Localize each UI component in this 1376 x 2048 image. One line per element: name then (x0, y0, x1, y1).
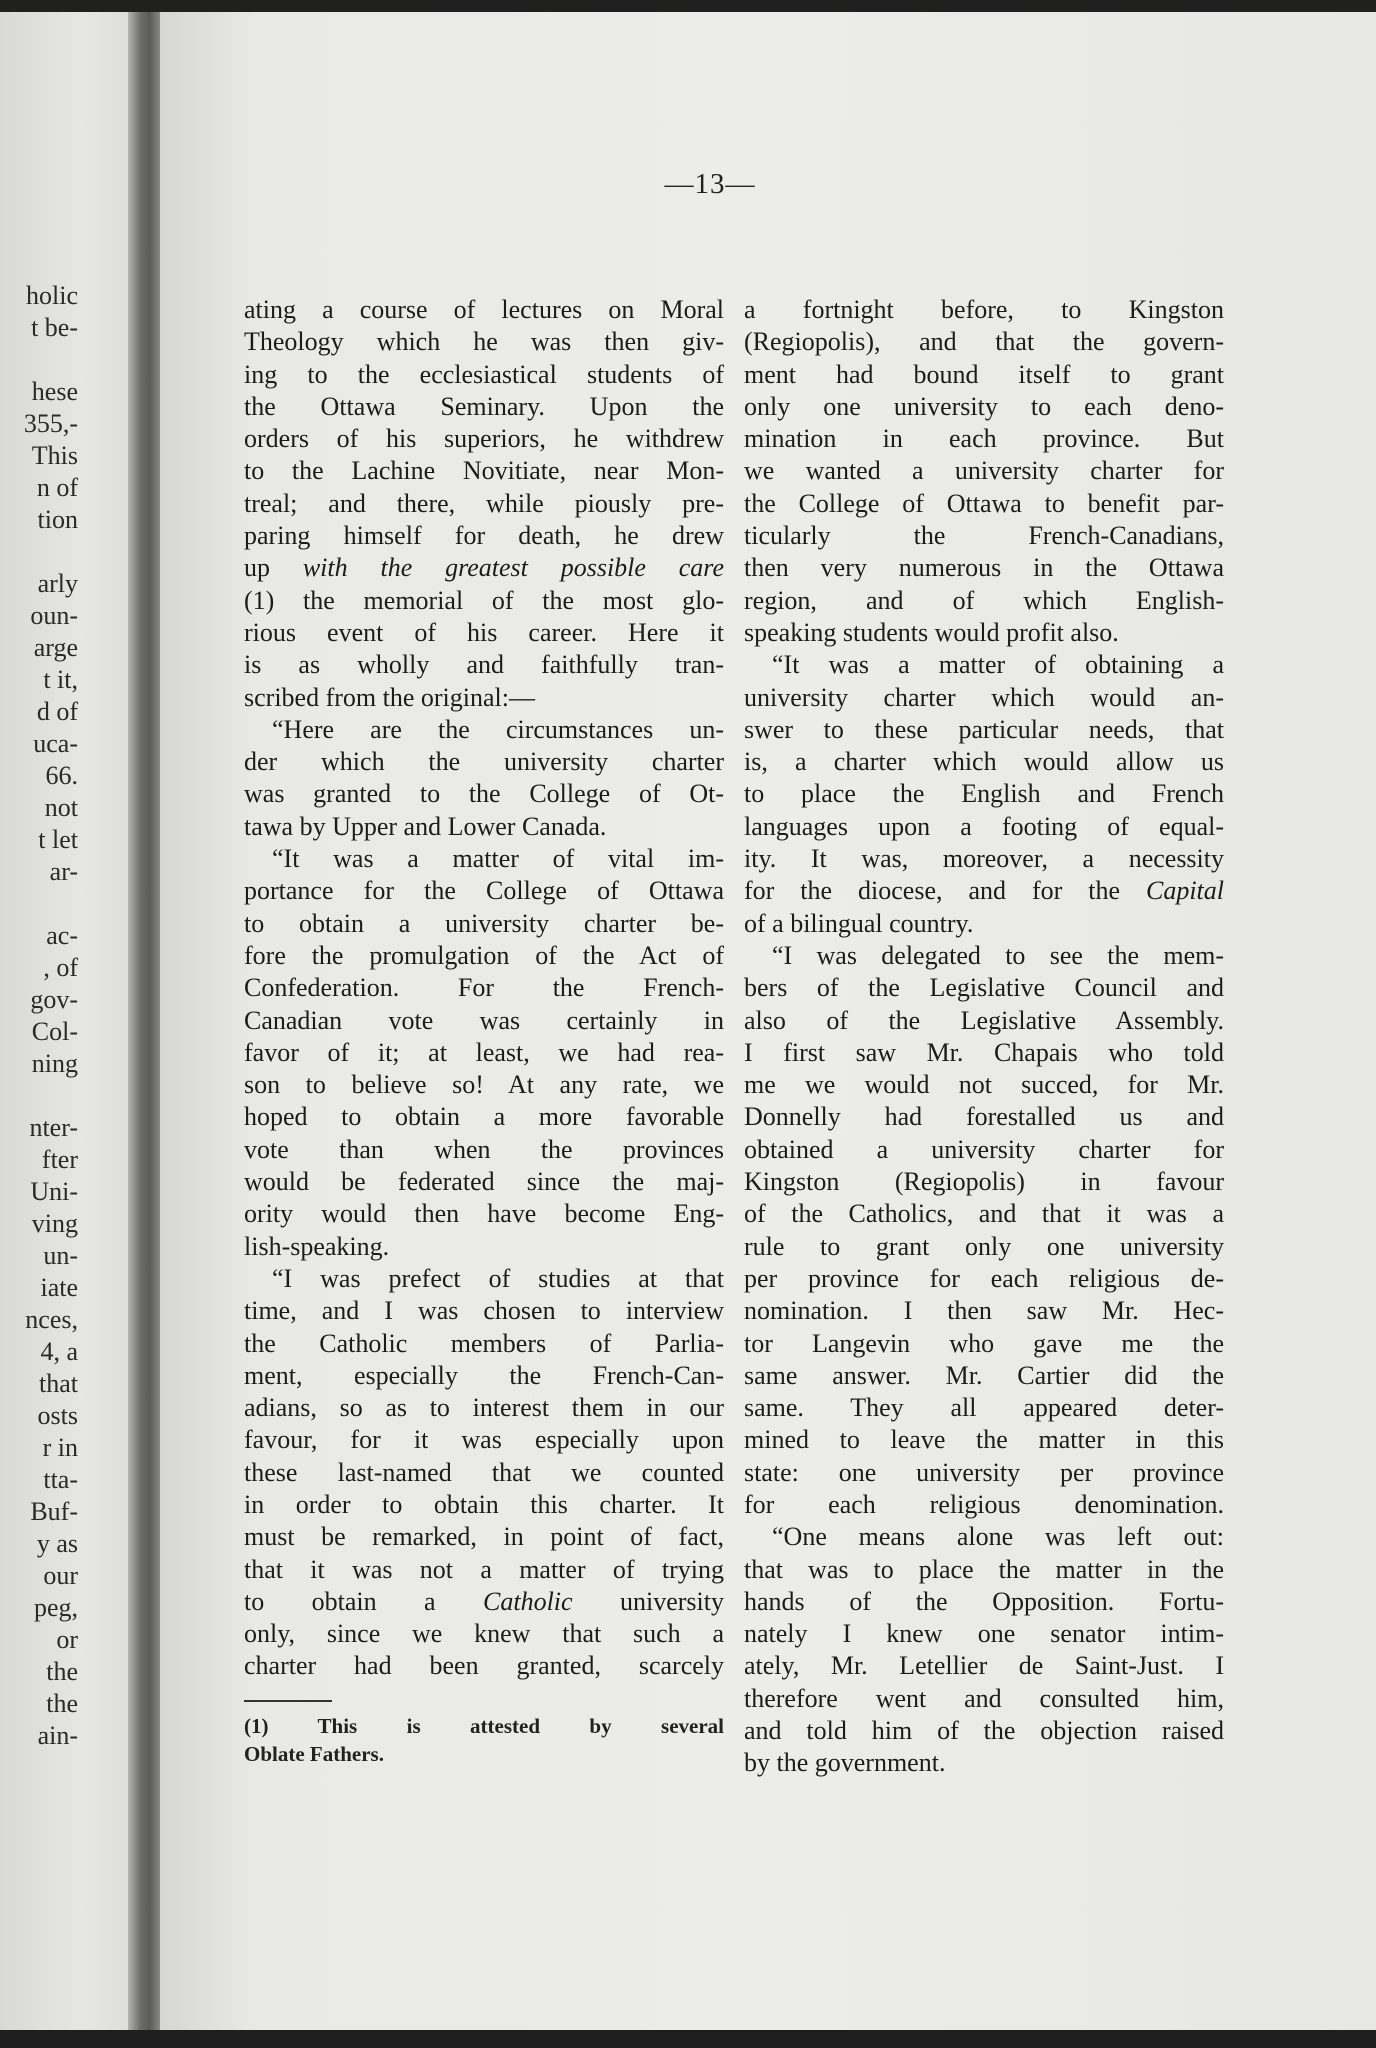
top-scan-edge (0, 0, 1376, 12)
left-page-text-fragment: the (46, 1657, 78, 1686)
left-page-text-fragment: ar- (49, 857, 78, 886)
text-line: to obtain a university charter be- (244, 908, 724, 938)
text-line: only, since we knew that such a (244, 1619, 724, 1649)
text-line: charter had been granted, scarcely (244, 1651, 724, 1681)
footnote (244, 1712, 724, 1768)
text-line: we wanted a university charter for (744, 456, 1224, 486)
book-gutter (128, 12, 164, 2032)
text-run: university (620, 1586, 724, 1616)
text-line: nately I knew one senator intim- (744, 1619, 1224, 1649)
text-line: ority would then have become Eng- (244, 1199, 724, 1229)
left-page-text-fragment: peg, (33, 1593, 78, 1622)
italic-word: Catholic (483, 1586, 573, 1616)
text-line: hoped to obtain a more favorable (244, 1102, 724, 1132)
left-page-text-fragment: ac- (46, 921, 78, 950)
text-line: is, a charter which would allow us (744, 747, 1224, 777)
text-line: ment, especially the French-Can- (244, 1360, 724, 1390)
left-page-text-fragment: ain- (37, 1721, 78, 1750)
text-line: to the Lachine Novitiate, near Mon- (244, 456, 724, 486)
text-line: vote than when the provinces (244, 1134, 724, 1164)
left-page-text-fragment: holic (26, 281, 78, 310)
text-line: I first saw Mr. Chapais who told (744, 1037, 1224, 1067)
text-line: scribed from the original:— (244, 682, 535, 712)
text-line: ticularly the French-Canadians, (744, 521, 1224, 551)
text-line: only one university to each deno- (744, 391, 1224, 421)
text-line: rule to grant only one university (744, 1231, 1224, 1261)
text-line: portance for the College of Ottawa (244, 876, 724, 906)
left-page-text-fragment: 4, a (40, 1337, 78, 1366)
text-line: “It was a matter of obtaining a (772, 650, 1224, 680)
text-line: Confederation. For the French- (244, 973, 724, 1003)
text-line: of the Catholics, and that it was a (744, 1199, 1224, 1229)
left-page-text-fragment: This (31, 441, 78, 470)
text-line: “Here are the circumstances un- (272, 714, 724, 744)
text-line: university charter which would an- (744, 682, 1224, 712)
text-line: must be remarked, in point of fact, (244, 1522, 724, 1552)
text-line: rious event of his career. Here it (244, 617, 724, 647)
text-line: favour, for it was especially upon (244, 1425, 724, 1455)
text-line: speaking students would profit also. (744, 617, 1119, 647)
text-line: paring himself for death, he drew (244, 521, 724, 551)
left-page-text-fragment: t it, (43, 665, 78, 694)
text-line: fore the promulgation of the Act of (244, 940, 724, 970)
left-page-text-fragment: Uni- (30, 1177, 78, 1206)
text-line: “One means alone was left out: (772, 1522, 1224, 1552)
text-line: then very numerous in the Ottawa (744, 553, 1224, 583)
footnote-line: Oblate Fathers. (244, 1742, 384, 1766)
left-page-text-fragment: r in (42, 1433, 78, 1462)
text-line: that was to place the matter in the (744, 1554, 1224, 1584)
text-line: mined to leave the matter in this (744, 1425, 1224, 1455)
text-line: of a bilingual country. (744, 908, 974, 938)
text-line: bers of the Legislative Council and (744, 973, 1224, 1003)
text-line (244, 552, 724, 584)
text-line: state: one university per province (744, 1457, 1224, 1487)
text-line: nomination. I then saw Mr. Hec- (744, 1296, 1224, 1326)
left-page-text-fragment: Buf- (30, 1497, 78, 1526)
text-line: “I was prefect of studies at that (272, 1263, 724, 1293)
text-line: Kingston (Regiopolis) in favour (744, 1167, 1224, 1197)
left-page-text-fragment: our (43, 1561, 78, 1590)
text-line: orders of his superiors, he withdrew (244, 424, 724, 454)
left-page-text-fragment: t be- (31, 313, 78, 342)
italic-phrase: with the greatest possible care (302, 553, 724, 583)
text-line (244, 1586, 724, 1618)
text-line: tawa by Upper and Lower Canada. (244, 811, 607, 841)
left-page-text-fragment: fter (41, 1145, 78, 1174)
left-page-text-fragment: 66. (45, 761, 78, 790)
left-page-text-fragment: arly (37, 569, 78, 598)
left-page-text-fragment: that (39, 1369, 78, 1398)
left-page-text-fragment: , of (43, 953, 78, 982)
text-line: ment had bound itself to grant (744, 359, 1224, 389)
left-page-text-fragment: t let (38, 825, 78, 854)
text-run: to obtain a (244, 1586, 436, 1616)
footnote-rule (244, 1700, 332, 1702)
left-page-text-fragment: nces, (25, 1305, 78, 1334)
left-page-text-fragment: tta- (43, 1465, 78, 1494)
left-page-text-fragment: Col- (31, 1017, 78, 1046)
left-page-text-fragment: n of (36, 473, 78, 502)
text-line: (1) the memorial of the most glo- (244, 585, 724, 615)
text-line: ating a course of lectures on Moral (244, 295, 724, 324)
italic-word: Capital (1145, 876, 1224, 906)
page-number: —13— (664, 168, 756, 200)
left-page-text-fragment: nter- (29, 1113, 78, 1142)
text-line: same answer. Mr. Cartier did the (744, 1360, 1224, 1390)
text-line: the Ottawa Seminary. Upon the (244, 391, 724, 421)
text-line: der which the university charter (244, 747, 724, 777)
text-line: adians, so as to interest them in our (244, 1393, 724, 1423)
text-line: obtained a university charter for (744, 1134, 1224, 1164)
text-line: in order to obtain this charter. It (244, 1489, 724, 1519)
text-line: per province for each religious de- (744, 1263, 1224, 1293)
left-page-text-fragment: y as (36, 1529, 78, 1558)
text-line: “I was delegated to see the mem- (772, 940, 1224, 970)
text-line: that it was not a matter of trying (244, 1554, 724, 1584)
text-line: favor of it; at least, we had rea- (244, 1037, 724, 1067)
text-line: by the government. (744, 1748, 946, 1778)
left-page-text-fragment: 355,- (23, 409, 78, 438)
text-line: ity. It was, moreover, a necessity (744, 844, 1224, 874)
left-page-edge (0, 12, 138, 2032)
text-line: lish-speaking. (244, 1231, 390, 1261)
left-page-text-fragment: ving (31, 1209, 78, 1238)
text-line: tor Langevin who gave me the (744, 1328, 1224, 1358)
text-line: therefore went and consulted him, (744, 1683, 1224, 1713)
text-line: ing to the ecclesiastical students of (244, 359, 724, 389)
left-page-text-fragment: uca- (33, 729, 78, 758)
left-page-text-fragment: ning (31, 1049, 78, 1078)
text-line: is as wholly and faithfully tran- (244, 650, 724, 680)
text-line: mination in each province. But (744, 424, 1224, 454)
text-line: the Catholic members of Parlia- (244, 1328, 724, 1358)
left-page-text-fragment: hese (31, 377, 78, 406)
left-page-text-fragment: gov- (30, 985, 78, 1014)
left-page-text-fragment: not (44, 793, 78, 822)
text-line: would be federated since the maj- (244, 1167, 724, 1197)
text-line: and told him of the objection raised (744, 1716, 1224, 1746)
text-line: “It was a matter of vital im- (272, 844, 724, 874)
text-line: region, and of which English- (744, 585, 1224, 615)
text-line: languages upon a footing of equal- (744, 811, 1224, 841)
text-run: up (244, 553, 270, 583)
left-page-text-fragment: tion (37, 505, 78, 534)
right-text-column (744, 294, 1224, 1780)
footnote-line: (1) This is attested by several (244, 1714, 724, 1738)
text-line: Canadian vote was certainly in (244, 1005, 724, 1035)
left-page-text-fragment: d of (36, 697, 78, 726)
text-line: hands of the Opposition. Fortu- (744, 1586, 1224, 1616)
text-line: Theology which he was then giv- (244, 327, 724, 357)
left-text-column (244, 294, 724, 1683)
left-page-text-fragment: the (46, 1689, 78, 1718)
text-line: for each religious denomination. (744, 1489, 1224, 1519)
left-page-text-fragment: arge (33, 633, 78, 662)
text-line: a fortnight before, to Kingston (744, 295, 1224, 324)
left-page-text-fragment: osts (37, 1401, 78, 1430)
text-line: son to believe so! At any rate, we (244, 1070, 724, 1100)
text-line: ately, Mr. Letellier de Saint-Just. I (744, 1651, 1224, 1681)
left-page-text-fragment: un- (43, 1241, 78, 1270)
text-line: also of the Legislative Assembly. (744, 1005, 1224, 1035)
text-line: these last-named that we counted (244, 1457, 724, 1487)
text-line: same. They all appeared deter- (744, 1393, 1224, 1423)
text-run: for the diocese, and for the (744, 876, 1121, 906)
left-page-text-fragment: oun- (30, 601, 78, 630)
text-line: treal; and there, while piously pre- (244, 488, 724, 518)
text-line: the College of Ottawa to benefit par- (744, 488, 1224, 518)
bottom-scan-edge (0, 2030, 1376, 2048)
text-line (744, 875, 1224, 907)
left-page-text-fragment: iate (40, 1273, 78, 1302)
text-line: to place the English and French (744, 779, 1224, 809)
left-page-text-fragment: or (56, 1625, 78, 1654)
text-line: swer to these particular needs, that (744, 714, 1224, 744)
text-line: (Regiopolis), and that the govern- (744, 327, 1224, 357)
text-line: time, and I was chosen to interview (244, 1296, 724, 1326)
text-line: Donnelly had forestalled us and (744, 1102, 1224, 1132)
text-line: me we would not succed, for Mr. (744, 1070, 1224, 1100)
text-line: was granted to the College of Ot- (244, 779, 724, 809)
